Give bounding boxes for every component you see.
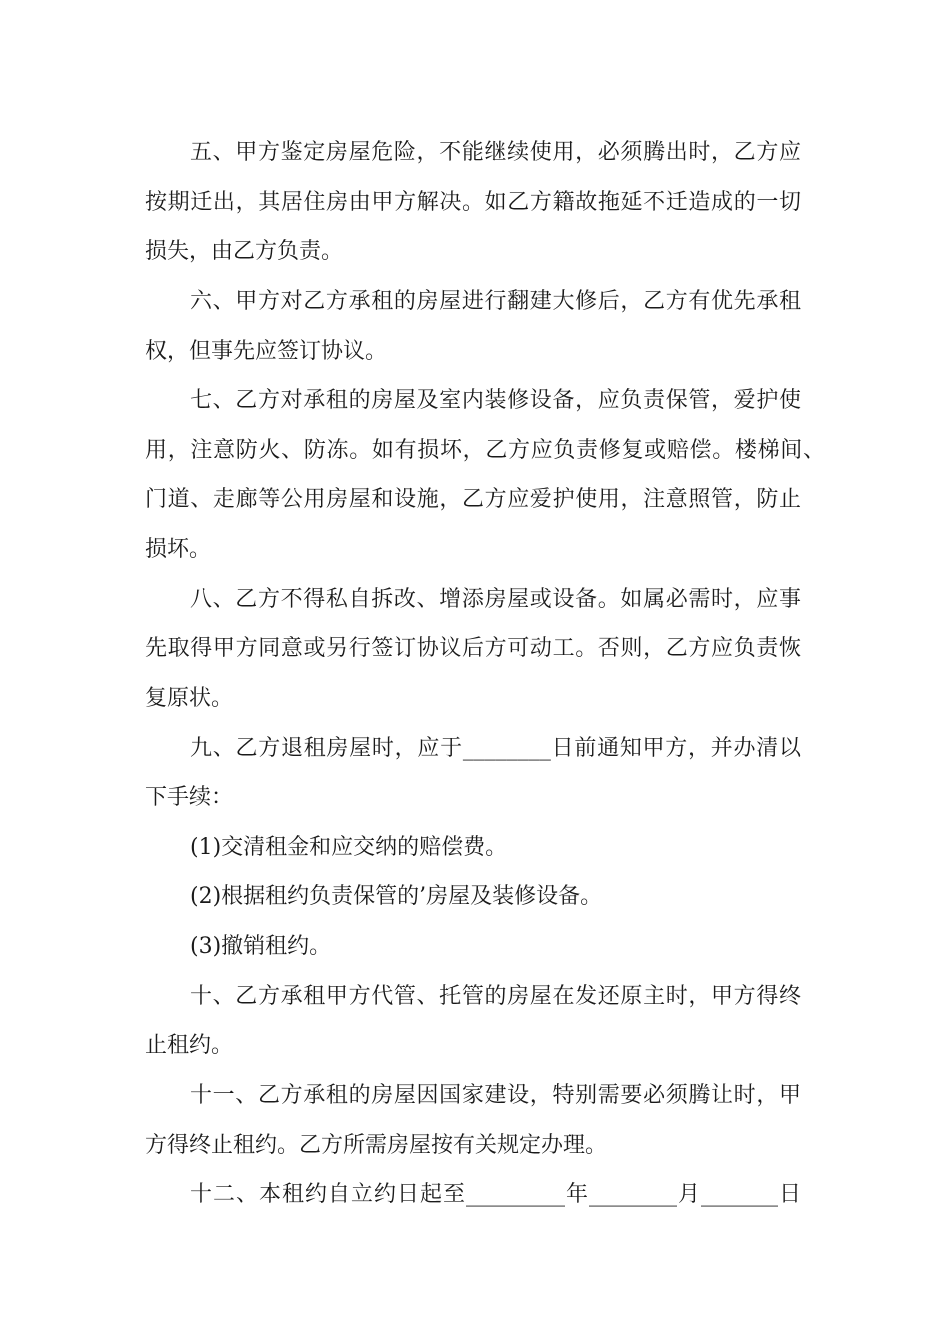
clause-12-line-1: 十二、本租约自立约日起至_________年________月_______日: [190, 1182, 801, 1207]
clause-5-line-1: 五、甲方鉴定房屋危险，不能继续使用，必须腾出时，乙方应: [190, 140, 801, 165]
clause-9-line-2: 下手续：: [145, 785, 234, 810]
clause-8-line-1: 八、乙方不得私自拆改、增添房屋或设备。如属必需时，应事: [190, 587, 801, 612]
clause-9-item-1: (1)交清租金和应交纳的赔偿费。: [190, 835, 508, 860]
clause-5-line-2: 按期迁出，其居住房由甲方解决。如乙方籍故拖延不迁造成的一切: [145, 190, 801, 215]
clause-11-line-1: 十一、乙方承租的房屋因国家建设，特别需要必须腾让时，甲: [190, 1083, 801, 1108]
clause-7-line-4: 损坏。: [145, 537, 212, 562]
clause-7-line-2: 用，注意防火、防冻。如有损坏，乙方应负责修复或赔偿。楼梯间、: [145, 438, 825, 463]
clause-7-line-3: 门道、走廊等公用房屋和设施，乙方应爱护使用，注意照管，防止: [145, 487, 801, 512]
clause-6-line-1: 六、甲方对乙方承租的房屋进行翻建大修后，乙方有优先承租: [190, 289, 801, 314]
clause-8-line-3: 复原状。: [145, 686, 234, 711]
clause-11-line-2: 方得终止租约。乙方所需房屋按有关规定办理。: [145, 1133, 608, 1158]
clause-10-line-1: 十、乙方承租甲方代管、托管的房屋在发还原主时，甲方得终: [190, 984, 801, 1009]
clause-8-line-2: 先取得甲方同意或另行签订协议后方可动工。否则，乙方应负责恢: [145, 636, 801, 661]
clause-5-line-3: 损失，由乙方负责。: [145, 239, 344, 264]
clause-7-line-1: 七、乙方对承租的房屋及室内装修设备，应负责保管，爱护使: [190, 388, 801, 413]
clause-10-line-2: 止租约。: [145, 1033, 234, 1058]
clause-6-line-2: 权，但事先应签订协议。: [145, 339, 388, 364]
clause-9-item-2: (2)根据租约负责保管的’房屋及装修设备。: [190, 884, 603, 909]
clause-9-line-1: 九、乙方退租房屋时，应于________日前通知甲方，并办清以: [190, 736, 801, 761]
clause-9-item-3: (3)撤销租约。: [190, 934, 332, 959]
